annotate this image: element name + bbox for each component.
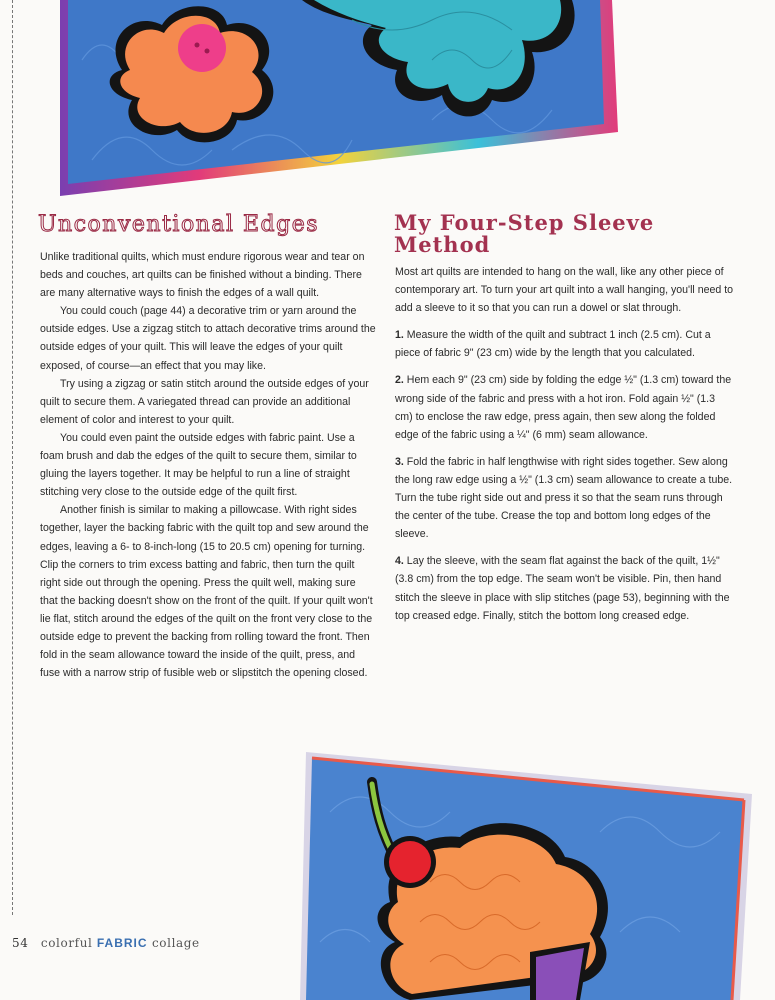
intro-paragraph: Most art quilts are intended to hang on the wall, like any other piece of contemporary art. To turn your art quilt into a wall hanging, you'll need to add a sleeve to it so that you can run a dowel or slat through. (395, 266, 734, 315)
cupcake-quilt-photo (300, 752, 752, 1000)
step-text: Fold the fabric in half lengthwise with right sides together. Sew along the long raw edge using a ½" (1.3 cm) seam allowance to create a tube. Turn the tube right side out and press it so that the seam runs through the center of the tube. Crease the top and bottom long edges of the sleeve. (395, 455, 733, 541)
unconventional-edges-heading: Unconventional Edges (38, 212, 320, 237)
page-number: 54 (12, 936, 29, 950)
paragraph: Unlike traditional quilts, which must endure rigorous wear and tear on beds and couches, art quilts can be finished without a binding. There are many alternative ways to finish the edges of a wall quilt. (40, 251, 365, 300)
paragraph: Try using a zigzag or satin stitch around the outside edges of your quilt to secure them. A variegated thread can provide an additional element of color and interest to your quilt. (40, 377, 369, 426)
right-column-body (395, 263, 735, 634)
step-number: 4. (395, 555, 404, 568)
step-text: Lay the sleeve, with the seam flat against the back of the quilt, 1½" (3.8 cm) from the top edge. The seam won't be visible. Pin, then hand stitch the sleeve in place with slip stitches (page 53), beginning with the top creased edge. Finally, stitch the bottom long creased edge. (395, 555, 730, 622)
step-item (395, 453, 735, 543)
paragraph: Another finish is similar to making a pillowcase. With right sides together, layer the backing fabric with the quilt top and sew around the edges, leaving a 6- to 8-inch-long (15 to 20.5 cm) opening for turning. Clip the corners to trim excess batting and fabric, then turn the quilt right side out through the opening. Press the quilt well, making sure that the backing doesn't show on the front of the quilt. If your quilt won't lie flat, stitch around the edges of the quilt on the front very close to the outside edge to prevent the backing from rolling toward the front. Then fold in the seam allowance toward the inside of the quilt, press, and fuse with a narrow strip of fusible web or slipstitch the opening closed. (40, 504, 373, 680)
book-title-suffix: collage (151, 936, 200, 950)
paragraph: You could couch (page 44) a decorative trim or yarn around the outside edges. Use a zigzag stitch to attach decorative trims around the outside edges of your quilt. This will leave the edges of your quilt exposed, of course—an effect that you may like. (40, 305, 376, 372)
step-number: 1. (395, 329, 404, 342)
left-column-body (40, 248, 376, 682)
paragraph: You could even paint the outside edges with fabric paint. Use a foam brush and dab the edges of the quilt to secure them, similar to gluing the layers together. It may be helpful to run a line of straight stitching very close to the outside edge of the quilt first. (40, 431, 357, 499)
step-item (395, 371, 735, 443)
step-number: 2. (395, 374, 404, 387)
step-text: Measure the width of the quilt and subtract 1 inch (2.5 cm). Cut a piece of fabric 9" (23 cm) wide by the length that you calculated. (395, 329, 711, 360)
page-footer (12, 936, 200, 950)
step-number: 3. (395, 455, 404, 468)
step-item (395, 552, 735, 624)
book-title-prefix: colorful (40, 936, 93, 950)
sleeve-method-heading: My Four-Step Sleeve Method (394, 210, 655, 257)
crop-mark-line (12, 0, 13, 915)
step-text: Hem each 9" (23 cm) side by folding the edge ½" (1.3 cm) toward the wrong side of the fabric and press with a hot iron. Fold again ½" (1.3 cm) to enclose the raw edge, press again, then sew along the folded edge of the fabric using a ¼" (6 mm) seam allowance. (395, 374, 732, 441)
book-title-bold: FABRIC (96, 936, 148, 950)
step-item (395, 326, 735, 362)
flower-quilt-photo (52, 0, 618, 198)
